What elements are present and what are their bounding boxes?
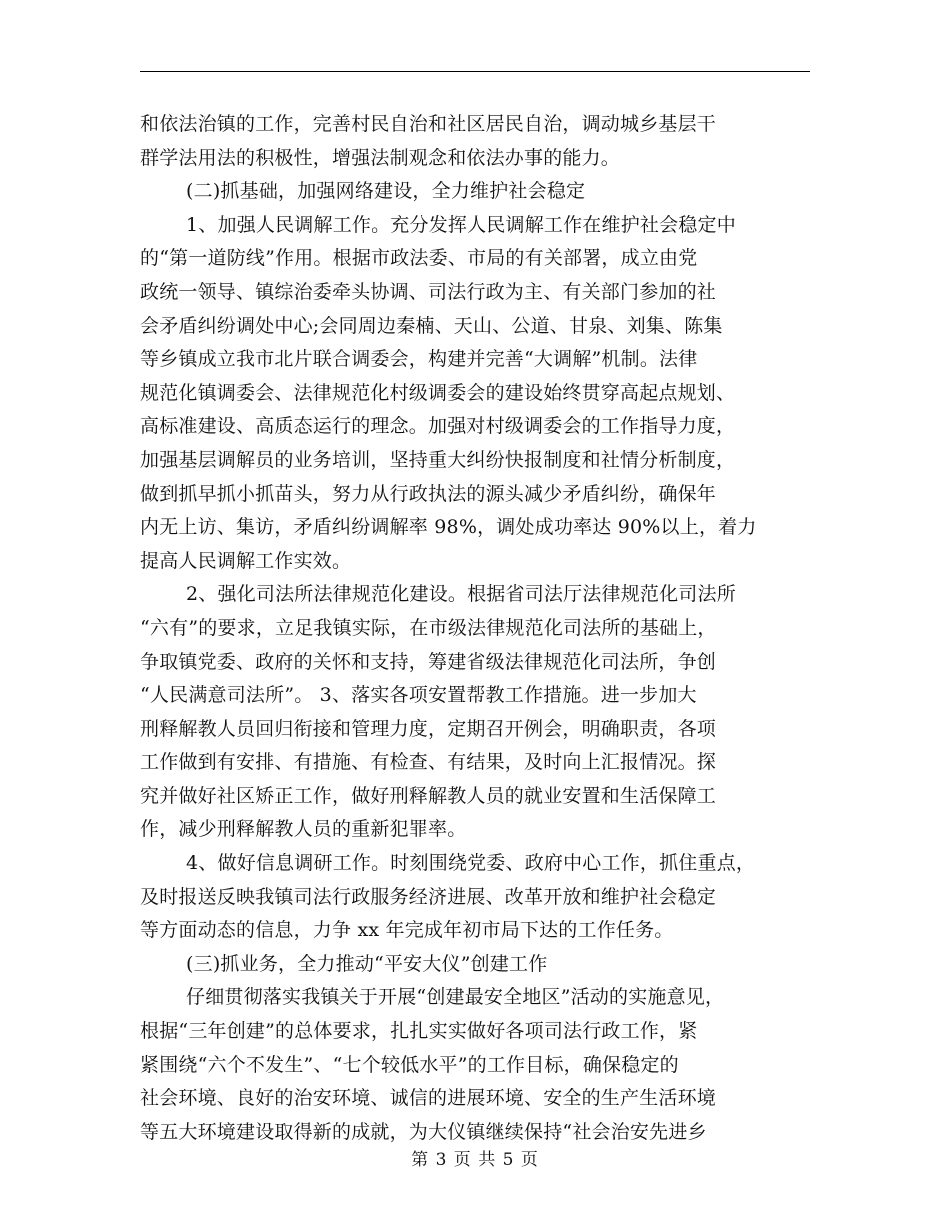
text-line: 高标准建设、高质态运行的理念。加强对村级调委会的工作指导力度， <box>140 415 736 438</box>
text-line: 作，减少刑释解教人员的重新犯罪率。 <box>140 818 467 841</box>
text-line: 社会环境、良好的治安环境、诚信的进展环境、安全的生产生活环境 <box>140 1087 717 1110</box>
text-line: 4、做好信息调研工作。时刻围绕党委、政府中心工作，抓住重点， <box>186 852 756 875</box>
text-line: 内无上访、集访，矛盾纠纷调解率 98%，调处成功率达 90%以上，着力 <box>140 516 757 539</box>
document-body <box>140 108 830 1149</box>
text-line: 仔细贯彻落实我镇关于开展“创建最安全地区”活动的实施意见， <box>186 986 725 1009</box>
text-line: 提高人民调解工作实效。 <box>140 549 352 572</box>
text-line: 工作做到有安排、有措施、有检查、有结果，及时向上汇报情况。探 <box>140 751 717 774</box>
header-rule <box>140 71 810 72</box>
text-line: 做到抓早抓小抓苗头，努力从行政执法的源头减少矛盾纠纷，确保年 <box>140 482 717 505</box>
text-line: 群学法用法的积极性，增强法制观念和依法办事的能力。 <box>140 146 621 169</box>
page-number: 第 3 页 共 5 页 <box>411 1150 539 1170</box>
text-line: 政统一领导、镇综治委牵头协调、司法行政为主、有关部门参加的社 <box>140 280 717 303</box>
section-heading: (三)抓业务，全力推动“平安大仪”创建工作 <box>186 952 548 975</box>
text-line: 争取镇党委、政府的关怀和支持，筹建省级法律规范化司法所，争创 <box>140 650 717 673</box>
text-line: 2、强化司法所法律规范化建设。根据省司法厅法律规范化司法所 <box>186 583 736 606</box>
text-line: “人民满意司法所”。 3、落实各项安置帮教工作措施。进一步加大 <box>140 684 697 707</box>
text-line: 会矛盾纠纷调处中心;会同周边秦楠、天山、公道、甘泉、刘集、陈集 <box>140 314 723 337</box>
text-line: 刑释解教人员回归衔接和管理力度，定期召开例会，明确职责，各项 <box>140 717 717 740</box>
section-heading: (二)抓基础，加强网络建设，全力维护社会稳定 <box>186 180 586 203</box>
text-line: 规范化镇调委会、法律规范化村级调委会的建设始终贯穿高起点规划、 <box>140 381 736 404</box>
text-line: 等五大环境建设取得新的成就，为大仪镇继续保持“社会治安先进乡 <box>140 1120 707 1143</box>
text-line: 加强基层调解员的业务培训，坚持重大纠纷快报制度和社情分析制度， <box>140 448 736 471</box>
text-line: 等方面动态的信息，力争 xx 年完成年初市局下达的工作任务。 <box>140 919 674 942</box>
text-line: 究并做好社区矫正工作，做好刑释解教人员的就业安置和生活保障工 <box>140 784 717 807</box>
text-line: 和依法治镇的工作，完善村民自治和社区居民自治，调动城乡基层干 <box>140 113 717 135</box>
text-line: 1、加强人民调解工作。充分发挥人民调解工作在维护社会稳定中 <box>186 213 736 236</box>
text-line: 的“第一道防线”作用。根据市政法委、市局的有关部署，成立由党 <box>140 247 698 270</box>
text-line: 及时报送反映我镇司法行政服务经济进展、改革开放和维护社会稳定 <box>140 885 717 908</box>
text-line: 紧围绕“六个不发生”、“七个较低水平”的工作目标，确保稳定的 <box>140 1053 679 1076</box>
text-line: “六有”的要求，立足我镇实际，在市级法律规范化司法所的基础上， <box>140 616 717 639</box>
text-line: 根据“三年创建”的总体要求，扎扎实实做好各项司法行政工作，紧 <box>140 1020 698 1043</box>
text-line: 等乡镇成立我市北片联合调委会，构建并完善“大调解”机制。法律 <box>140 348 698 371</box>
